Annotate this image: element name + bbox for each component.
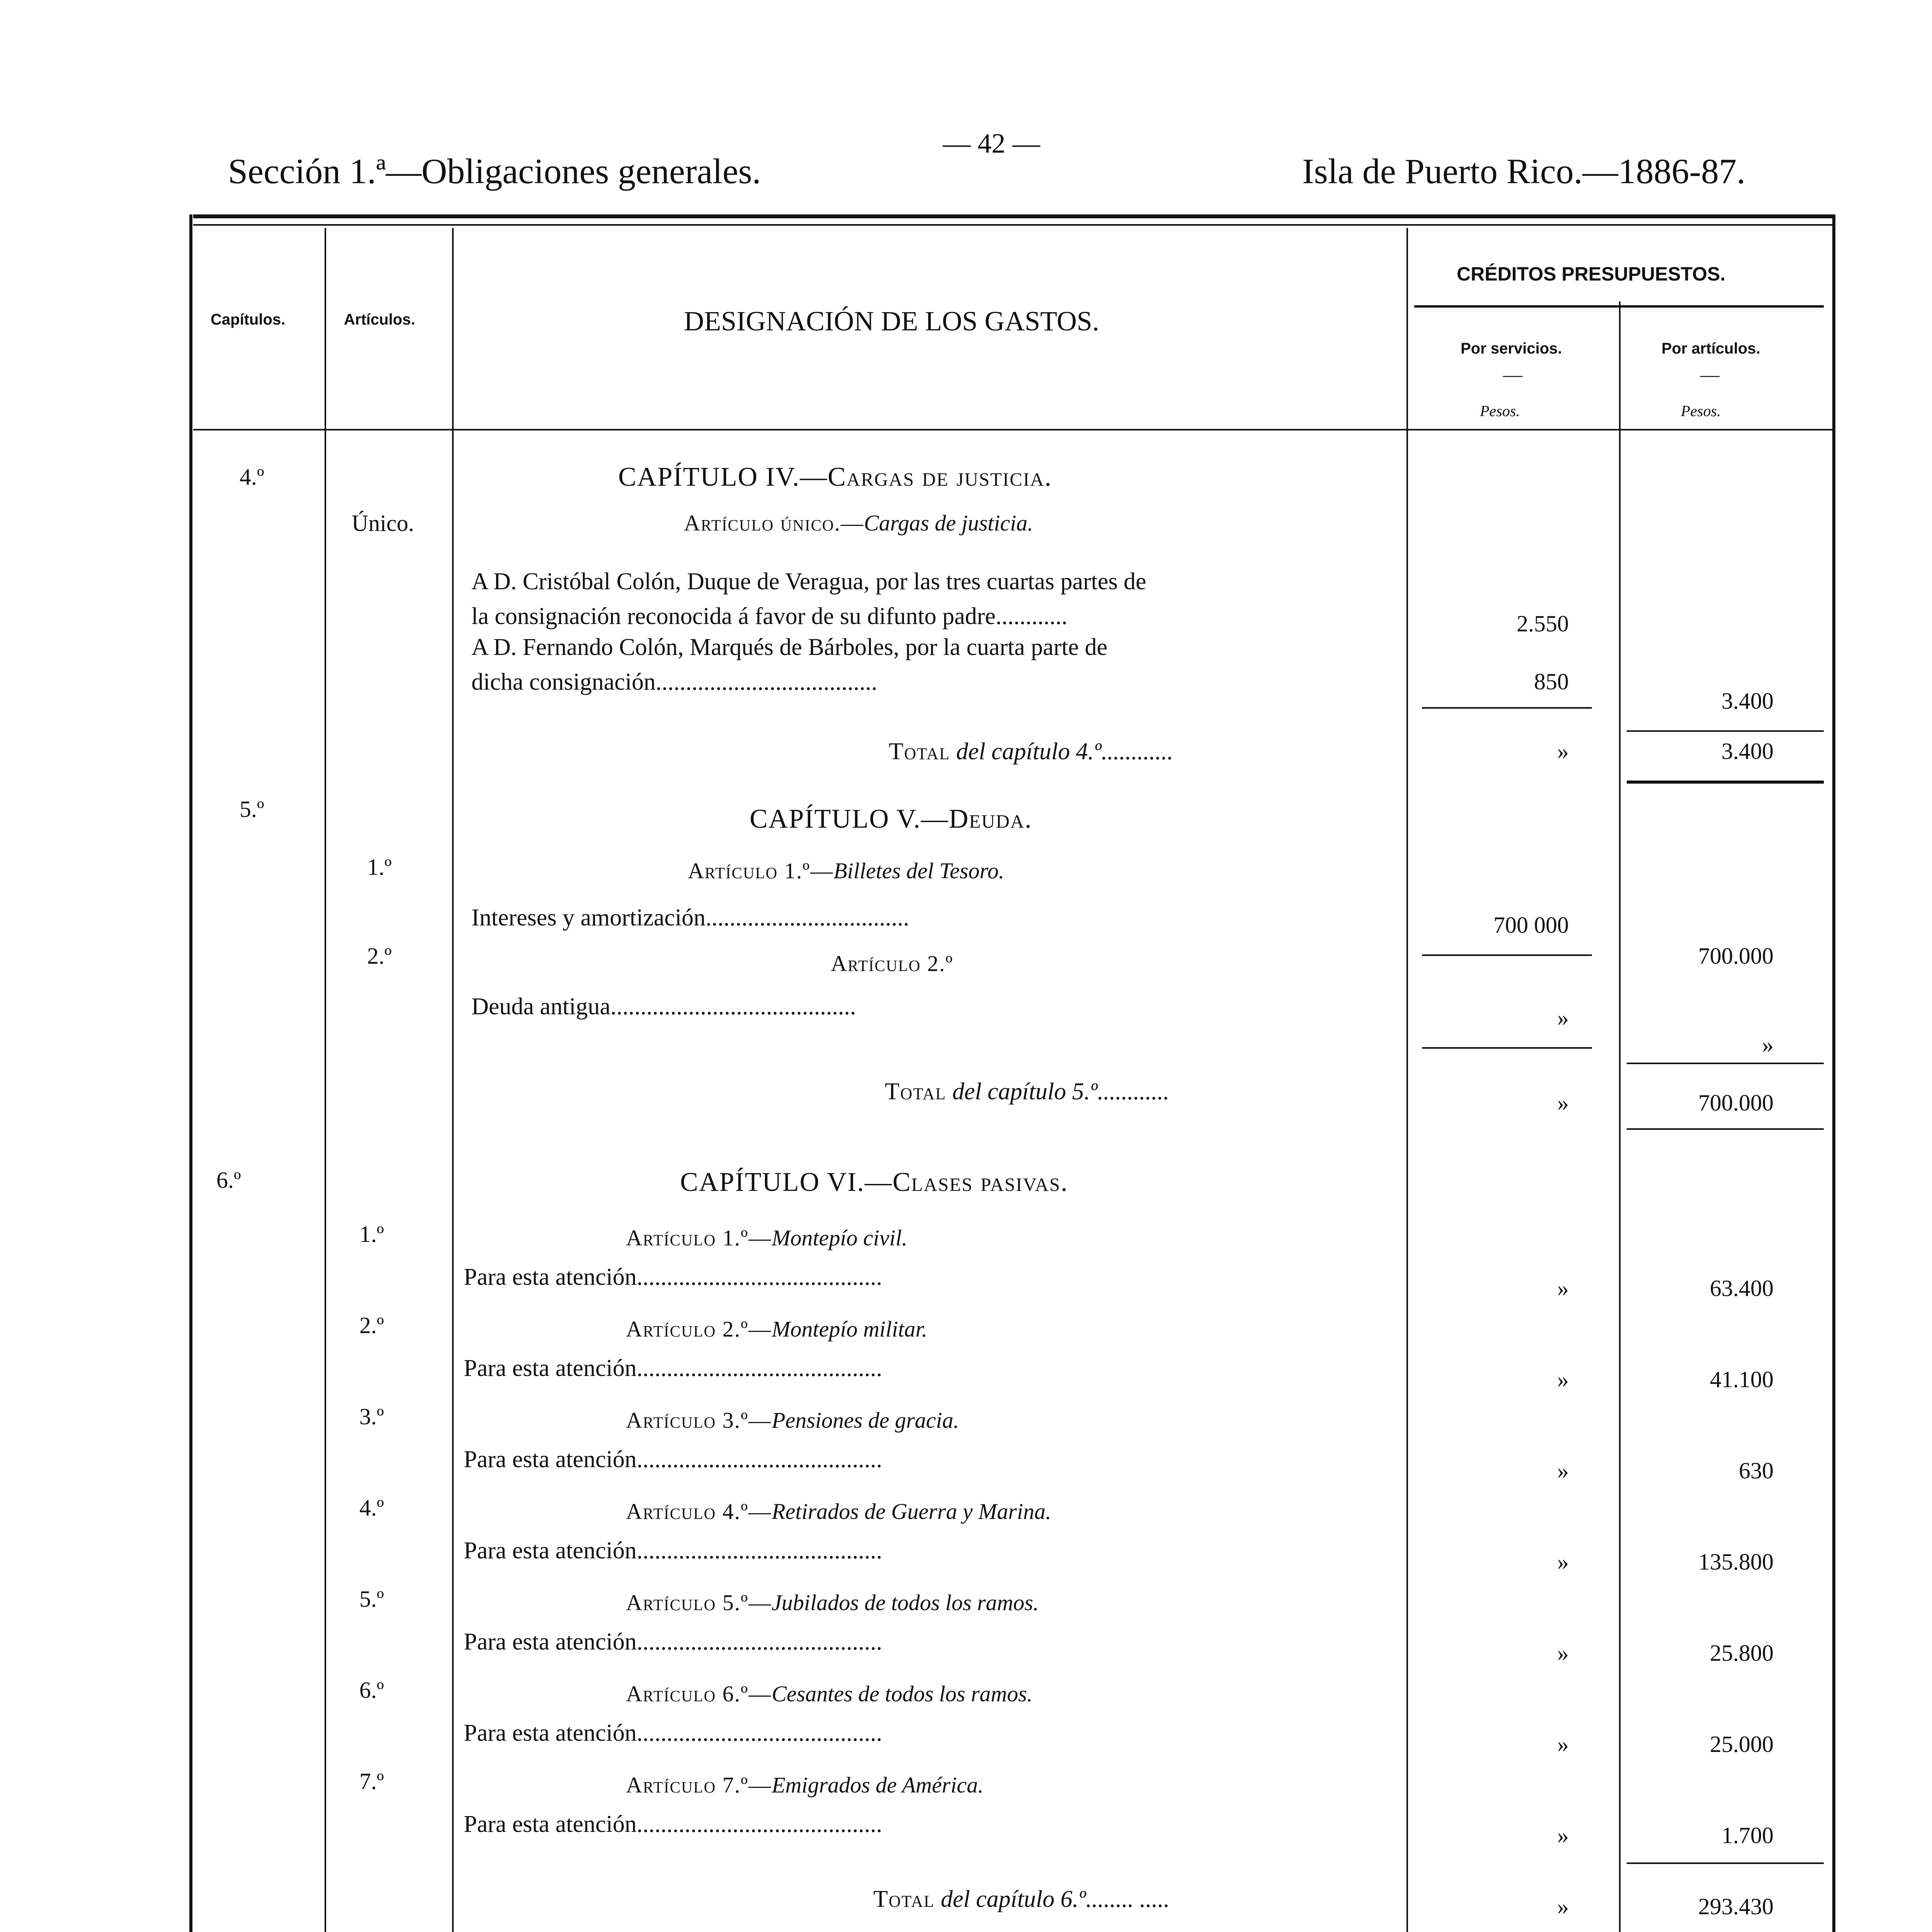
cap4-line: la consignación reconocida á favor de su difunto padre............ [471, 603, 1068, 629]
article-heading-title: Pensiones de gracia. [772, 1408, 959, 1433]
units-servicios: Pesos. [1480, 402, 1520, 420]
cap5-art1-line: Intereses y amortización.................................. [471, 905, 909, 931]
cap5-art2-index: 2.º [367, 943, 392, 969]
article-heading-title: Retirados de Guerra y Marina. [772, 1499, 1051, 1524]
cap5-art2-servicios: » [1557, 1005, 1569, 1031]
cap6-title: CAPÍTULO VI.—Clases pasivas. [680, 1167, 1068, 1197]
article-heading-label: Artículo 2.º— [626, 1316, 772, 1342]
cap5-total-articulos: 700.000 [1698, 1090, 1774, 1116]
article-index: 4.º [359, 1495, 384, 1520]
cap4-value-servicios: 2.550 [1517, 611, 1569, 636]
col-por-articulos: Por artículos. [1662, 340, 1760, 357]
article-heading [626, 1590, 1039, 1616]
article-line: Para esta atención......................................... [464, 1446, 883, 1473]
cap5-art2-line: Deuda antigua......................................... [471, 993, 856, 1020]
cap5-art2-heading: Artículo 2.º [831, 951, 954, 976]
article-line: Para esta atención......................................... [464, 1629, 883, 1655]
article-heading-label: Artículo 4.º— [626, 1499, 772, 1524]
document-title: Isla de Puerto Rico.—1886-87. [1302, 151, 1746, 191]
article-index: 2.º [359, 1313, 384, 1338]
article-heading-label: Artículo 6.º— [626, 1681, 772, 1706]
article-heading-title: Cesantes de todos los ramos. [772, 1681, 1033, 1706]
cap4-number: 4.º [240, 464, 264, 490]
article-heading-label: Artículo 5.º— [626, 1590, 772, 1615]
cap4-art-index: Único. [352, 510, 414, 536]
article-heading-title: Montepío civil. [772, 1225, 908, 1250]
cap5-art2-articulos: » [1762, 1032, 1774, 1058]
cap4-line: A D. Cristóbal Colón, Duque de Veragua, por las tres cuartas partes de [471, 568, 1146, 595]
col-creditos: CRÉDITOS PRESUPUESTOS. [1457, 263, 1726, 285]
dash-articulos: — [1700, 364, 1719, 385]
cap5-art1-heading: Artículo 1.º—Billetes del Tesoro. [688, 858, 1005, 883]
cap4-total-label: Total del capítulo 4.º............ [889, 738, 1173, 765]
cap4-title: CAPÍTULO IV.—Cargas de justicia. [618, 462, 1052, 492]
col-capitulos: Capítulos. [211, 311, 286, 328]
cap4-line: A D. Fernando Colón, Marqués de Bárboles, por la cuarta parte de [471, 634, 1107, 660]
section-title: Sección 1.ª—Obligaciones generales. [228, 151, 761, 191]
cap5-number: 5.º [240, 796, 264, 822]
cap6-total-articulos: 293.430 [1698, 1894, 1774, 1919]
page-number: — 42 — [943, 128, 1040, 159]
article-heading [626, 1225, 907, 1251]
article-line: Para esta atención......................................... [464, 1720, 883, 1746]
dash-servicios: — [1503, 364, 1522, 385]
article-value-servicios: » [1557, 1458, 1569, 1483]
article-heading [626, 1772, 983, 1798]
col-por-servicios: Por servicios. [1461, 340, 1562, 357]
cap4-value-articulos: 3.400 [1721, 688, 1774, 714]
article-heading-label: Artículo 1.º— [626, 1225, 772, 1250]
article-value-articulos: 25.800 [1710, 1640, 1774, 1666]
article-heading [626, 1681, 1032, 1707]
cap5-art1-index: 1.º [367, 854, 392, 880]
article-index: 3.º [359, 1404, 384, 1429]
article-heading [626, 1316, 927, 1342]
cap6-total-label: Total del capítulo 6.º........ ..... [873, 1886, 1170, 1912]
article-heading [626, 1498, 1051, 1524]
article-value-articulos: 25.000 [1710, 1731, 1774, 1757]
article-index: 6.º [359, 1677, 384, 1703]
article-line: Para esta atención......................................... [464, 1264, 883, 1290]
article-value-servicios: » [1557, 1367, 1569, 1392]
cap5-total-servicios: » [1557, 1090, 1569, 1116]
article-value-servicios: » [1557, 1549, 1569, 1575]
article-value-servicios: » [1557, 1276, 1569, 1301]
col-articulos: Artículos. [344, 311, 415, 328]
article-heading-title: Emigrados de América. [772, 1772, 984, 1798]
article-line: Para esta atención......................................... [464, 1355, 883, 1381]
cap4-line: dicha consignación..................................... [471, 669, 878, 695]
article-value-servicios: » [1557, 1823, 1569, 1848]
units-articulos: Pesos. [1681, 402, 1721, 420]
article-value-articulos: 41.100 [1710, 1367, 1774, 1392]
cap6-number: 6.º [216, 1167, 241, 1193]
article-value-articulos: 1.700 [1721, 1823, 1774, 1848]
cap5-total-label: Total del capítulo 5.º............ [885, 1078, 1170, 1105]
cap4-total-articulos: 3.400 [1721, 738, 1774, 764]
article-line: Para esta atención......................................... [464, 1811, 883, 1837]
article-index: 1.º [359, 1221, 384, 1247]
article-index: 5.º [359, 1586, 384, 1612]
cap4-art-heading: Artículo único.—Cargas de justicia. [684, 510, 1033, 536]
col-designacion: DESIGNACIÓN DE LOS GASTOS. [684, 306, 1099, 337]
cap5-title: CAPÍTULO V.—Deuda. [750, 804, 1032, 834]
article-value-servicios: » [1557, 1731, 1569, 1757]
article-index: 7.º [359, 1769, 384, 1794]
article-value-articulos: 63.400 [1710, 1276, 1774, 1301]
article-value-articulos: 135.800 [1698, 1549, 1774, 1575]
article-heading [626, 1407, 959, 1433]
cap4-total-servicios: » [1557, 738, 1569, 764]
cap5-art1-articulos: 700.000 [1698, 943, 1774, 969]
article-heading-label: Artículo 3.º— [626, 1408, 772, 1433]
cap5-art1-servicios: 700 000 [1493, 912, 1569, 938]
article-value-servicios: » [1557, 1640, 1569, 1666]
article-line: Para esta atención......................................... [464, 1537, 883, 1564]
article-heading-title: Jubilados de todos los ramos. [772, 1590, 1039, 1615]
article-heading-title: Montepío militar. [772, 1316, 927, 1342]
cap6-total-servicios: » [1557, 1894, 1569, 1919]
article-heading-label: Artículo 7.º— [626, 1772, 772, 1798]
article-value-articulos: 630 [1739, 1458, 1774, 1483]
cap4-value-servicios: 850 [1534, 669, 1569, 694]
